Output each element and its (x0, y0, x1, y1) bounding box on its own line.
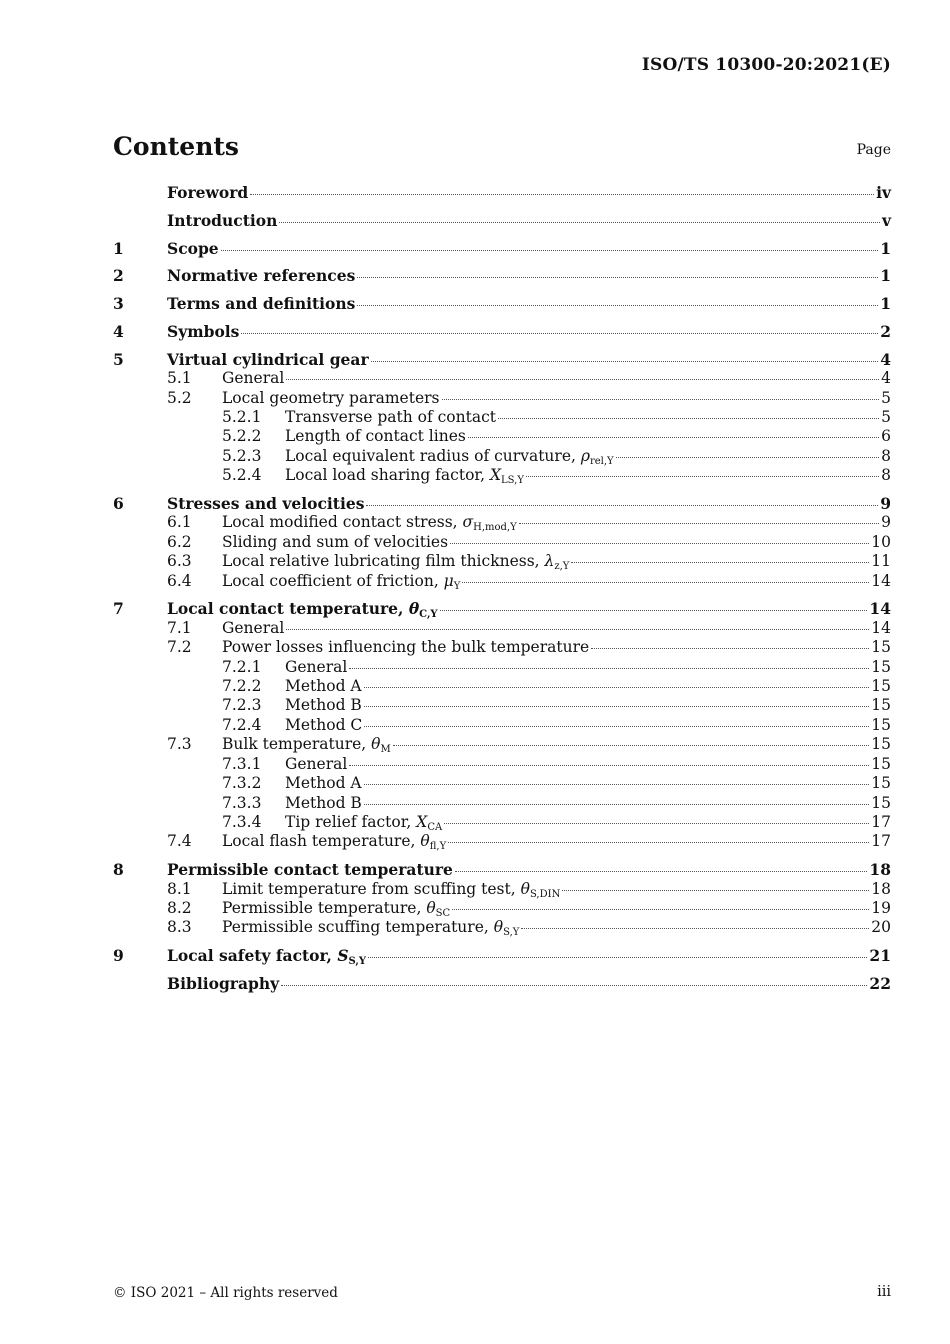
toc-entry-title-text: Bibliography (167, 973, 280, 993)
toc-entry-number: 3 (113, 294, 124, 314)
toc-entry-title-text: Method B (285, 793, 362, 812)
toc-entry-symbol-subscript: SC (435, 907, 451, 919)
toc-entry-symbol-subscript: rel,Y (589, 455, 614, 467)
toc-entry-title-text: Sliding and sum of velocities (222, 532, 449, 551)
toc-entry-title-text: Length of contact lines (285, 427, 466, 446)
toc-entry-page: 17 (871, 812, 891, 831)
toc-entry-number: 7.1 (167, 618, 192, 637)
toc-entry-title (222, 572, 460, 591)
toc-entry-number: 6.1 (167, 513, 192, 532)
toc-entry-number: 6.2 (167, 532, 192, 551)
toc-entry-number: 8.2 (167, 898, 192, 917)
toc-entry-page: 15 (871, 735, 891, 754)
dot-leader (349, 668, 869, 669)
toc-entry[interactable] (113, 552, 891, 571)
toc-entry[interactable] (113, 350, 891, 369)
toc-entry-title (285, 427, 466, 446)
dot-leader (393, 745, 870, 746)
toc-entry-title (285, 813, 442, 832)
toc-entry-page: 1 (880, 294, 891, 314)
toc-entry-symbol: θ (426, 898, 436, 917)
dot-leader (364, 706, 869, 707)
toc-entry-page: 5 (881, 408, 891, 426)
toc-entry-page: 15 (871, 774, 891, 793)
contents-heading: Contents (113, 132, 240, 161)
toc-entry-title (167, 211, 277, 230)
toc-entry-page: 4 (881, 369, 891, 388)
toc-entry-title (285, 408, 496, 427)
toc-entry-title (222, 513, 517, 532)
toc-entry-symbol: θ (371, 735, 381, 754)
toc-entry-symbol: S (337, 946, 349, 966)
dot-leader (364, 726, 869, 727)
page-column-label: Page (856, 142, 891, 158)
toc-entry-page: 14 (869, 599, 891, 619)
toc-entry[interactable] (113, 638, 891, 657)
toc-entry-title (167, 974, 279, 993)
toc-entry-symbol: θ (520, 879, 530, 898)
toc-entry[interactable] (113, 860, 891, 879)
toc-entry-title (222, 735, 391, 754)
toc-entry-title (222, 533, 448, 552)
toc-entry-symbol: θ (420, 832, 430, 851)
toc-entry-page: 22 (869, 973, 891, 993)
toc-entry-number: 9 (113, 946, 124, 966)
toc-entry[interactable] (113, 533, 891, 552)
dot-leader (286, 629, 869, 630)
toc-entry-title (167, 350, 369, 369)
toc-entry[interactable] (113, 832, 891, 851)
toc-entry-number: 8.3 (167, 918, 192, 937)
toc-entry-title (222, 899, 450, 918)
toc-entry-page: 17 (871, 832, 891, 851)
footer-copyright: © ISO 2021 – All rights reserved (113, 1285, 338, 1301)
toc-entry-symbol-subscript: H,mod,Y (473, 522, 517, 534)
toc-entry-page: 9 (880, 494, 891, 514)
dot-leader (279, 222, 880, 223)
toc-entry-title (167, 860, 453, 879)
toc-entry-title (167, 599, 438, 621)
toc-entry[interactable] (113, 735, 891, 754)
toc-entry-title (222, 552, 569, 571)
toc-entry-title-text: Method C (285, 715, 363, 734)
toc-entry-number: 8 (113, 860, 124, 880)
toc-entry-title-text: Bulk temperature, (222, 735, 372, 754)
dot-leader (562, 890, 869, 891)
dot-leader (442, 399, 880, 400)
toc-entry-number: 6.4 (167, 571, 192, 590)
toc-entry-title-text: Local contact temperature, (167, 599, 409, 619)
toc-entry-number: 7.3.2 (222, 774, 262, 793)
toc-entry[interactable] (113, 211, 891, 230)
toc-entry-number: 4 (113, 321, 124, 341)
toc-entry-page: 15 (871, 657, 891, 676)
toc-entry-page: 15 (871, 754, 891, 773)
toc-entry-symbol-subscript: M (380, 744, 391, 756)
toc-entry[interactable] (113, 599, 891, 621)
toc-entry-symbol-subscript: C,Y (419, 609, 438, 621)
dot-leader (440, 610, 868, 611)
toc-entry-title (285, 658, 347, 677)
toc-entry-title-text: Introduction (167, 210, 278, 230)
toc-entry-number: 8.1 (167, 879, 192, 898)
toc-entry-title-text: Local load sharing factor, (285, 466, 490, 485)
toc-entry-page: 5 (881, 388, 891, 407)
toc-entry-number: 5.1 (167, 369, 192, 388)
toc-entry-title-text: Virtual cylindrical gear (167, 349, 369, 369)
dot-leader (455, 871, 868, 872)
toc-entry[interactable] (113, 494, 891, 513)
toc-entry-page: 14 (871, 618, 891, 637)
toc-entry[interactable] (113, 447, 891, 466)
toc-entry-title (167, 494, 364, 513)
toc-entry-title (222, 389, 440, 408)
toc-entry-number: 1 (113, 238, 124, 258)
toc-entry-number: 7.4 (167, 832, 192, 851)
toc-entry-symbol-subscript: Y (453, 580, 461, 592)
toc-entry-page: 8 (881, 466, 891, 485)
toc-entry-page: 1 (880, 238, 891, 258)
toc-entry-page: 18 (869, 860, 891, 880)
toc-entry-symbol-subscript: S,Y (348, 956, 367, 968)
dot-leader (452, 909, 869, 910)
toc-entry-number: 5.2.2 (222, 427, 262, 446)
toc-entry-number: 5.2.1 (222, 408, 262, 426)
toc-entry-page: 18 (871, 879, 891, 898)
dot-leader (364, 784, 870, 785)
toc-entry-title-text: Symbols (167, 321, 240, 341)
toc-entry-number: 5.2.4 (222, 466, 262, 485)
toc-entry-title-text: Permissible temperature, (222, 898, 427, 917)
toc-entry[interactable] (113, 266, 891, 285)
toc-entry-title (167, 183, 248, 202)
toc-entry-page: 8 (881, 446, 891, 465)
dot-leader (616, 457, 879, 458)
toc-entry-number: 5.2.3 (222, 446, 262, 465)
toc-entry-number: 7.3.1 (222, 754, 262, 773)
toc-entry[interactable] (113, 658, 891, 677)
toc-entry-title-text: Local relative lubricating film thickness, (222, 552, 545, 571)
toc-entry-title (285, 696, 362, 715)
toc-entry-page: 2 (880, 321, 891, 341)
dot-leader (357, 277, 878, 278)
toc-entry-number: 7 (113, 599, 124, 619)
toc-entry-title (222, 918, 519, 937)
toc-entry[interactable] (113, 716, 891, 735)
toc-entry-title-text: Method A (285, 774, 362, 793)
toc-entry-number: 5 (113, 349, 124, 369)
toc-entry-number: 6 (113, 494, 124, 514)
toc-entry-title (285, 466, 524, 485)
toc-entry-title (222, 832, 446, 851)
toc-entry[interactable] (113, 239, 891, 258)
toc-entry[interactable] (113, 755, 891, 774)
toc-entry-title (285, 677, 362, 696)
toc-entry-title (285, 794, 362, 813)
dot-leader (526, 476, 879, 477)
toc-entry[interactable] (113, 466, 891, 485)
toc-entry-title-text: Local flash temperature, (222, 832, 421, 851)
toc-entry-title-text: Normative references (167, 266, 356, 286)
toc-entry-title (167, 294, 355, 313)
toc-entry-title-text: General (222, 618, 285, 637)
toc-entry[interactable] (113, 696, 891, 715)
toc-entry-page: 20 (871, 918, 891, 937)
dot-leader (364, 687, 870, 688)
toc-entry-title (285, 716, 362, 735)
dot-leader (571, 562, 869, 563)
toc-entry[interactable] (113, 183, 891, 202)
toc-entry-page: 15 (871, 715, 891, 734)
toc-entry-title-text: Local safety factor, (167, 946, 338, 966)
dot-leader (241, 333, 878, 334)
dot-leader (462, 582, 869, 583)
toc-entry-title (167, 239, 219, 258)
toc-entry[interactable] (113, 974, 891, 993)
toc-entry-symbol: λ (544, 552, 555, 571)
toc-entry-title (285, 774, 362, 793)
dot-leader (357, 305, 878, 306)
toc-entry-page: 21 (869, 946, 891, 966)
toc-entry-number: 7.3.3 (222, 793, 262, 812)
dot-leader (221, 250, 879, 251)
toc-entry[interactable] (113, 677, 891, 696)
dot-leader (448, 842, 869, 843)
dot-leader (519, 523, 879, 524)
toc-entry[interactable] (113, 513, 891, 532)
toc-entry-number: 7.2.2 (222, 677, 262, 696)
toc-entry[interactable] (113, 322, 891, 341)
toc-entry-page: 14 (871, 571, 891, 590)
toc-entry[interactable] (113, 794, 891, 813)
toc-entry-number: 2 (113, 266, 124, 286)
toc-entry-title-text: Local equivalent radius of curvature, (285, 446, 581, 465)
toc-entry-page: iv (876, 183, 891, 202)
toc-entry-page: v (881, 210, 891, 230)
dot-leader (371, 361, 879, 362)
toc-entry-page: 11 (871, 552, 891, 571)
toc-entry-title-text: Local coefficient of friction, (222, 571, 444, 590)
toc-entry-title-text: Terms and definitions (167, 294, 356, 314)
dot-leader (450, 543, 869, 544)
toc-entry[interactable] (113, 918, 891, 937)
toc-entry-number: 6.3 (167, 552, 192, 571)
dot-leader (281, 985, 867, 986)
toc-entry[interactable] (113, 946, 891, 968)
toc-entry-number: 5.2 (167, 388, 192, 407)
toc-entry-symbol: θ (493, 918, 504, 937)
toc-entry-title-text: Local geometry parameters (222, 388, 440, 407)
toc-entry-page: 10 (871, 532, 891, 551)
toc-entry-title (167, 322, 239, 341)
toc-entry[interactable] (113, 774, 891, 793)
toc-entry-page: 15 (871, 638, 891, 657)
toc-entry-number: 7.2 (167, 638, 192, 657)
toc-entry[interactable] (113, 408, 891, 427)
toc-entry[interactable] (113, 389, 891, 408)
toc-entry-symbol: X (416, 812, 428, 831)
toc-entry-title (222, 369, 284, 388)
toc-entry-number: 7.2.1 (222, 657, 262, 676)
toc-entry-symbol: X (489, 466, 502, 485)
toc-entry-title-text: Tip relief factor, (285, 812, 417, 831)
document-id: ISO/TS 10300-20:2021(E) (641, 55, 891, 75)
toc-entry-page: 15 (871, 793, 891, 812)
toc-entry-symbol-subscript: z,Y (554, 561, 570, 573)
toc-entry-symbol: ρ (580, 446, 590, 465)
toc-entry-title (222, 880, 560, 899)
toc-entry[interactable] (113, 427, 891, 446)
toc-entry[interactable] (113, 369, 891, 388)
toc-entry-title (285, 755, 347, 774)
toc-entry-title-text: General (285, 754, 348, 773)
toc-entry-title-text: Scope (167, 238, 219, 258)
toc-entry-symbol: θ (408, 599, 420, 619)
toc-entry-title-text: Method A (285, 677, 362, 696)
toc-entry-symbol-subscript: CA (427, 821, 443, 833)
toc-entry[interactable] (113, 899, 891, 918)
dot-leader (444, 823, 869, 824)
toc-entry[interactable] (113, 572, 891, 591)
toc-entry-title-text: Power losses influencing the bulk temperature (222, 638, 590, 657)
toc-entry-number: 7.2.4 (222, 715, 262, 734)
toc-entry-symbol-subscript: fl,Y (429, 841, 447, 853)
toc-entry-symbol: σ (462, 513, 474, 532)
toc-entry[interactable] (113, 294, 891, 313)
toc-entry-title (222, 619, 284, 638)
toc-entry-title-text: Permissible scuffing temperature, (222, 918, 494, 937)
toc-entry[interactable] (113, 880, 891, 899)
dot-leader (286, 379, 879, 380)
toc-entry-title-text: Limit temperature from scuffing test, (222, 879, 521, 898)
toc-entry-title (285, 447, 614, 466)
toc-entry-symbol-subscript: S,DIN (529, 888, 561, 900)
toc-entry[interactable] (113, 619, 891, 638)
toc-entry-symbol: μ (443, 571, 454, 590)
table-of-contents (113, 183, 891, 993)
dot-leader (250, 194, 874, 195)
toc-entry-number: 7.3 (167, 735, 192, 754)
toc-entry-page: 4 (880, 349, 891, 369)
toc-entry-title (167, 946, 367, 968)
dot-leader (349, 765, 869, 766)
dot-leader (521, 928, 869, 929)
dot-leader (498, 418, 879, 419)
toc-entry-number: 7.2.3 (222, 696, 262, 715)
dot-leader (368, 957, 867, 958)
toc-entry[interactable] (113, 813, 891, 832)
toc-entry-page: 1 (880, 266, 891, 286)
toc-entry-page: 15 (871, 696, 891, 715)
toc-entry-number: 7.3.4 (222, 812, 262, 831)
toc-entry-title-text: Permissible contact temperature (167, 860, 453, 880)
toc-entry-title-text: General (285, 657, 348, 676)
dot-leader (591, 648, 869, 649)
toc-entry-title-text: Method B (285, 696, 362, 715)
toc-entry-title-text: Stresses and velocities (167, 494, 365, 514)
toc-entry-title-text: General (222, 369, 285, 388)
toc-entry-title-text: Transverse path of contact (285, 408, 496, 426)
toc-entry-page: 6 (881, 427, 891, 446)
dot-leader (468, 437, 879, 438)
toc-entry-title-text: Local modified contact stress, (222, 513, 463, 532)
toc-entry-symbol-subscript: LS,Y (501, 475, 524, 487)
toc-entry-title (222, 638, 589, 657)
dot-leader (366, 505, 878, 506)
toc-entry-title (167, 266, 355, 285)
toc-entry-page: 15 (871, 677, 891, 696)
toc-entry-title-text: Foreword (167, 183, 249, 202)
toc-entry-page: 19 (871, 898, 891, 917)
dot-leader (364, 804, 869, 805)
toc-entry-page: 9 (881, 513, 891, 532)
footer-page-number: iii (877, 1284, 891, 1300)
toc-entry-symbol-subscript: S,Y (503, 927, 520, 939)
